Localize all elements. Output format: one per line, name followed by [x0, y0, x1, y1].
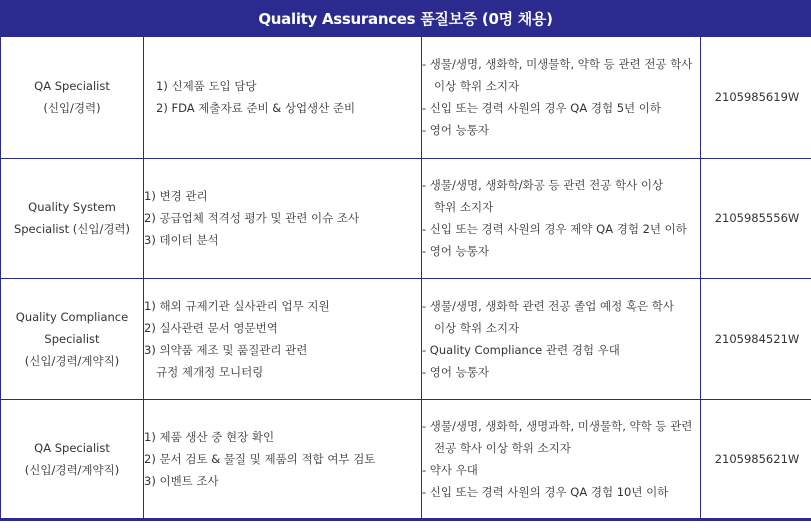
table-row	[1, 158, 811, 278]
position-line: (신입/경력/계약직)	[24, 462, 120, 477]
requirement-item: - 약사 우대	[422, 462, 478, 477]
requirements-cell	[422, 399, 701, 519]
requirement-item: - 영어 능통자	[422, 364, 490, 379]
duties-cell	[144, 158, 422, 278]
duty-item: 규정 제개정 모니터링	[156, 364, 264, 379]
position-line: Quality System	[28, 200, 116, 214]
duty-item: 1) 제품 생산 중 현장 확인	[144, 429, 275, 444]
position-cell	[1, 37, 144, 158]
requirements-cell	[422, 158, 701, 278]
requirements-cell	[422, 278, 701, 399]
job-code: 2105985621W	[701, 399, 811, 519]
duty-item: 1) 신제품 도입 담당	[156, 79, 257, 94]
position-cell	[1, 278, 144, 399]
position-line: Specialist	[44, 331, 100, 346]
duty-item: 1) 해외 규제기관 실사관리 업무 지원	[144, 298, 330, 313]
requirement-item: - Quality Compliance 관련 경험 우대	[422, 342, 620, 357]
position-line: QA Specialist	[34, 79, 110, 94]
duty-item: 2) 공급업체 적격성 평가 및 관련 이슈 조사	[144, 211, 360, 225]
duties-cell	[144, 37, 422, 158]
requirement-item: 이상 학위 소지자	[434, 79, 520, 94]
position-line: (신입/경력/계약직)	[24, 353, 120, 368]
duty-item: 1) 변경 관리	[144, 189, 208, 203]
requirement-item: - 영어 능통자	[422, 244, 490, 258]
requirement-item: - 생물/생명, 생화학, 생명과학, 미생물학, 약학 등 관련	[422, 418, 693, 433]
duty-item: 3) 이벤트 조사	[144, 473, 219, 488]
duty-item: 2) FDA 제출자료 준비 & 상업생산 준비	[156, 101, 356, 116]
duties-cell	[144, 278, 422, 399]
requirement-item: - 신입 또는 경력 사원의 경우 제약 QA 경험 2년 이하	[422, 222, 687, 236]
requirement-item: - 생물/생명, 생화학/화공 등 관련 전공 학사 이상	[422, 178, 664, 192]
duty-item: 3) 데이터 분석	[144, 233, 219, 247]
position-line: Quality Compliance	[15, 309, 129, 324]
requirement-item: 전공 학사 이상 학위 소지자	[434, 440, 571, 455]
duties-cell	[144, 399, 422, 519]
table-title: Quality Assurances 품질보증 (0명 채용)	[0, 0, 811, 37]
requirement-item: - 신입 또는 경력 사원의 경우 QA 경험 10년 이하	[422, 484, 669, 499]
requirement-item: 학위 소지자	[434, 200, 494, 214]
table-row	[1, 37, 811, 158]
requirement-item: - 영어 능통자	[422, 123, 490, 138]
requirement-item: - 생물/생명, 생화학, 미생물학, 약학 등 관련 전공 학사	[422, 57, 693, 72]
requirements-cell	[422, 37, 701, 158]
requirement-item: - 생물/생명, 생화학 관련 전공 졸업 예정 혹은 학사	[422, 298, 674, 313]
duty-item: 2) 실사관련 문서 영문번역	[144, 320, 278, 335]
position-line: (신입/경력)	[43, 101, 101, 116]
job-code: 2105984521W	[701, 278, 811, 399]
position-cell	[1, 158, 144, 278]
job-code: 2105985556W	[701, 158, 811, 278]
job-code: 2105985619W	[701, 37, 811, 158]
position-line: QA Specialist	[34, 440, 110, 455]
position-line: Specialist (신입/경력)	[13, 222, 131, 236]
requirement-item: - 신입 또는 경력 사원의 경우 QA 경험 5년 이하	[422, 101, 662, 116]
table-row	[1, 278, 811, 399]
duty-item: 2) 문서 검토 & 물질 및 제품의 적합 여부 검토	[144, 451, 376, 466]
job-table	[0, 37, 811, 521]
duty-item: 3) 의약품 제조 및 품질관리 관련	[144, 342, 308, 357]
requirement-item: 이상 학위 소지자	[434, 320, 520, 335]
table-row	[1, 399, 811, 519]
position-cell	[1, 399, 144, 519]
